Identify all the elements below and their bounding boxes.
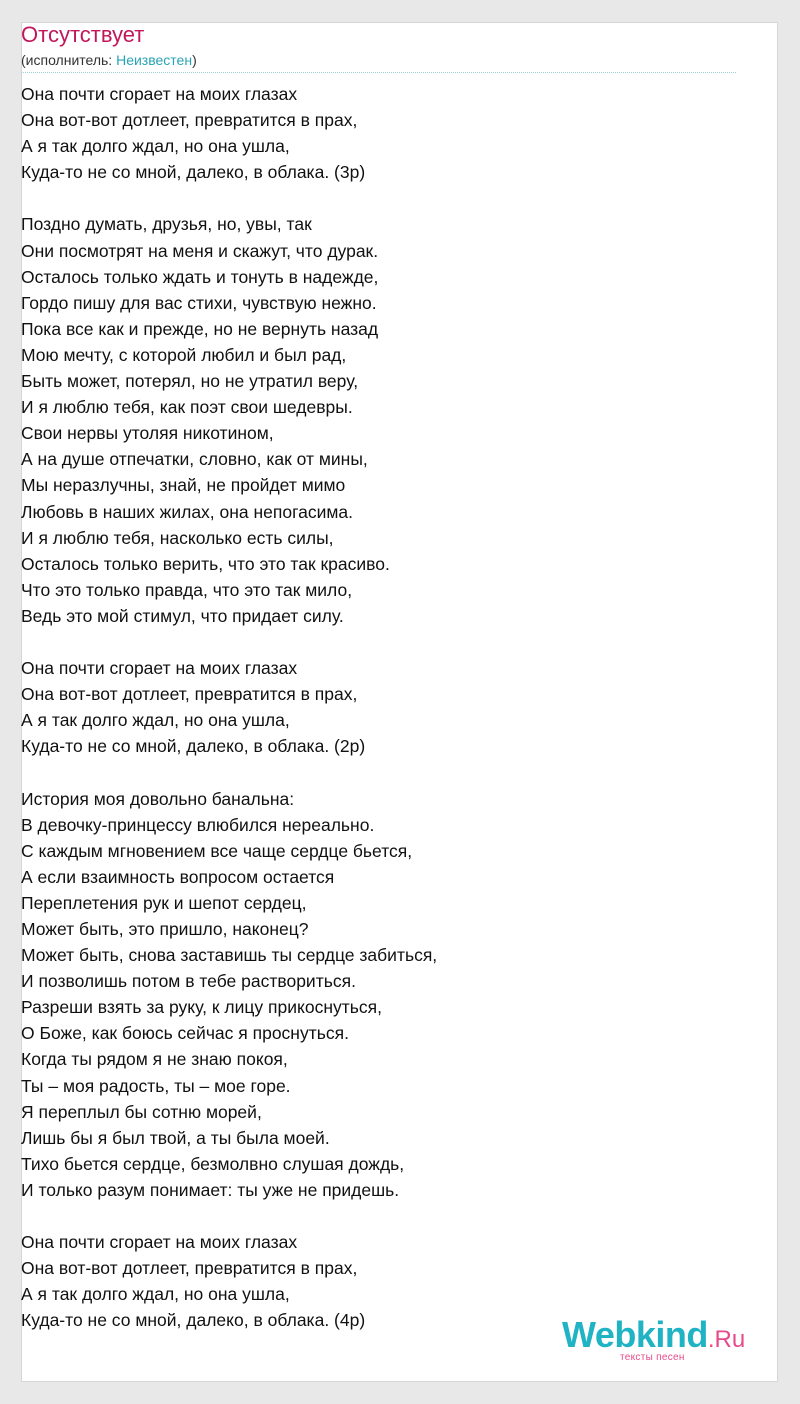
lyric-line: А если взаимность вопросом остается <box>21 866 335 887</box>
stanza-gap <box>21 185 736 211</box>
lyric-line: Ведь это мой стимул, что придает силу. <box>21 605 344 626</box>
lyric-line: Она почти сгорает на моих глазах <box>21 84 298 104</box>
lyric-line: Осталось только ждать и тонуть в надежде, <box>21 266 379 287</box>
lyric-line: История моя довольно банальна: <box>21 788 295 809</box>
lyric-line: Свои нервы утоляя никотином, <box>21 423 274 444</box>
lyric-line: Куда-то не со мной, далеко, в облака. (3р) <box>21 162 366 183</box>
lyric-line: Осталось только верить, что это так красиво. <box>21 553 390 574</box>
lyric-line: А я так долго ждал, но она ушла, <box>21 1284 290 1305</box>
lyric-line: Куда-то не со мной, далеко, в облака. (4р) <box>21 1310 366 1331</box>
site-logo[interactable] <box>562 1315 752 1363</box>
lyric-line: Переплетения рук и шепот сердец, <box>21 892 307 913</box>
title-divider <box>21 72 736 73</box>
lyric-line: Куда-то не со мной, далеко, в облака. (2р) <box>21 736 366 757</box>
lyric-line: Может быть, это пришло, наконец? <box>21 919 309 939</box>
lyric-line: О Боже, как боюсь сейчас я проснуться. <box>21 1023 349 1044</box>
lyric-line: Я переплыл бы сотню морей, <box>21 1101 262 1122</box>
artist-suffix: ) <box>192 52 197 68</box>
logo-tld-text: .Ru <box>707 1326 746 1353</box>
artist-line <box>21 51 197 69</box>
artist-link[interactable]: Неизвестен <box>116 52 193 68</box>
lyric-line: Она почти сгорает на моих глазах <box>21 658 298 679</box>
lyric-line: Поздно думать, друзья, но, увы, так <box>21 214 312 235</box>
lyric-line: Любовь в наших жилах, она непогасима. <box>21 501 354 522</box>
logo-tagline: тексты песен <box>620 1352 685 1363</box>
song-title: Отсутствует <box>21 22 145 47</box>
lyric-line: А я так долго ждал, но она ушла, <box>21 136 290 157</box>
lyric-line: Мы неразлучны, знай, не пройдет мимо <box>21 475 346 496</box>
lyric-line: Она почти сгорает на моих глазах <box>21 1232 298 1253</box>
artist-prefix: (исполнитель: <box>21 52 117 68</box>
lyric-line: Они посмотрят на меня и скажут, что дурак. <box>21 240 379 261</box>
lyric-line: Гордо пишу для вас стихи, чувствую нежно. <box>21 292 377 313</box>
lyric-line: Она вот-вот дотлеет, превратится в прах, <box>21 1258 358 1279</box>
lyrics-body <box>21 81 736 1334</box>
stanza-gap <box>21 759 736 785</box>
lyric-line: Лишь бы я был твой, а ты была моей. <box>21 1127 330 1148</box>
lyric-line: А на душе отпечатки, словно, как от мины, <box>21 449 368 470</box>
lyric-line: Она вот-вот дотлеет, превратится в прах, <box>21 110 358 131</box>
lyric-line: Может быть, снова заставишь ты сердце забиться, <box>21 945 438 966</box>
lyric-line: Разреши взять за руку, к лицу прикоснуться, <box>21 997 382 1018</box>
lyric-line: И я люблю тебя, как поэт свои шедевры. <box>21 397 353 418</box>
lyric-line: Когда ты рядом я не знаю покоя, <box>21 1049 288 1070</box>
lyric-line: Она вот-вот дотлеет, превратится в прах, <box>21 684 358 705</box>
lyric-line: И позволишь потом в тебе раствориться. <box>21 971 356 992</box>
lyric-line: Пока все как и прежде, но не вернуть назад <box>21 318 379 339</box>
lyric-line: Что это только правда, что это так мило, <box>21 579 353 600</box>
lyric-line: И только разум понимает: ты уже не придешь. <box>21 1179 400 1200</box>
lyric-line: В девочку-принцессу влюбился нереально. <box>21 814 375 835</box>
lyric-line: С каждым мгновением все чаще сердце бьется, <box>21 840 413 861</box>
lyric-line: И я люблю тебя, насколько есть силы, <box>21 527 334 548</box>
lyric-line: Тихо бьется сердце, безмолвно слушая дождь, <box>21 1153 405 1174</box>
lyric-line: Ты – моя радость, ты – мое горе. <box>21 1075 291 1096</box>
lyric-line: А я так долго ждал, но она ушла, <box>21 710 290 731</box>
stanza-gap <box>21 1203 736 1229</box>
lyric-line: Быть может, потерял, но не утратил веру, <box>21 371 359 392</box>
stanza-gap <box>21 629 736 655</box>
logo-main-text: Webkind <box>562 1314 708 1355</box>
lyric-line: Мою мечту, с которой любил и был рад, <box>21 344 347 365</box>
